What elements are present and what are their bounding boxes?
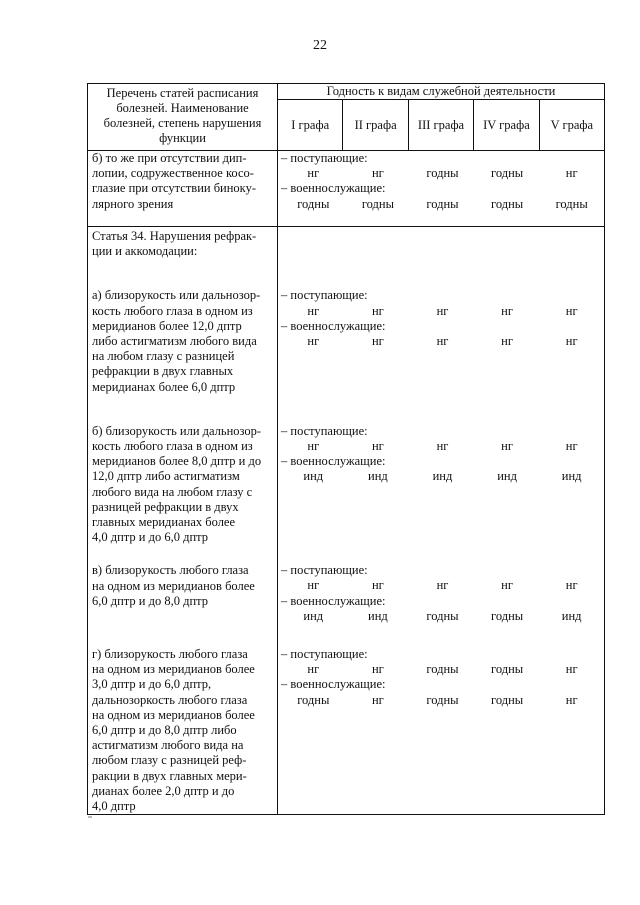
item-b-line: б) близорукость или дальнозор- bbox=[92, 423, 262, 438]
value-cell: нг bbox=[501, 438, 513, 453]
item-v-line: в) близорукость любого глаза bbox=[92, 563, 249, 578]
header-left-line: функции bbox=[159, 131, 206, 145]
item-a-line: а) близорукость или дальнозор- bbox=[92, 288, 261, 303]
value-cell: нг bbox=[436, 333, 449, 348]
description-line: лярного зрения bbox=[92, 196, 174, 211]
item-a-line: на любом глазу с разницей bbox=[92, 349, 235, 364]
value-cell: нг bbox=[565, 166, 578, 181]
value-cell: нг bbox=[307, 438, 320, 453]
applicants-values bbox=[281, 304, 604, 319]
grafa-row bbox=[278, 99, 604, 150]
item-b-line: любого вида на любом глазу с bbox=[92, 484, 253, 499]
value-cell: годны bbox=[426, 692, 459, 707]
item-b-line: 12,0 дптр либо астигматизм bbox=[92, 469, 240, 484]
value-cell: годны bbox=[297, 692, 330, 707]
value-cell: нг bbox=[307, 662, 320, 677]
article-fitness-cell bbox=[278, 226, 605, 814]
value-cell: инд bbox=[561, 608, 582, 623]
applicants-values bbox=[281, 166, 604, 181]
value-cell: годны bbox=[426, 662, 459, 677]
value-cell: годны bbox=[491, 662, 524, 677]
value-cell: нг bbox=[436, 303, 449, 318]
servicemen-values bbox=[281, 334, 604, 349]
item-a-line: либо астигматизм любого вида bbox=[92, 334, 257, 349]
item-g-line: дальнозоркость любого глаза bbox=[92, 692, 248, 707]
item-a-line: рефракции в двух главных bbox=[92, 364, 234, 379]
servicemen-values bbox=[281, 693, 604, 708]
header-left-line: болезней, степень нарушения bbox=[103, 116, 262, 130]
value-cell: нг bbox=[501, 578, 513, 593]
value-cell: нг bbox=[501, 303, 513, 318]
value-cell: нг bbox=[307, 166, 320, 181]
value-cell: годны bbox=[491, 608, 524, 623]
value-cell: нг bbox=[436, 578, 449, 593]
applicants-values bbox=[281, 578, 604, 593]
value-cell: инд bbox=[432, 469, 453, 484]
applicants-label: – поступающие: bbox=[281, 646, 368, 661]
article-cell bbox=[88, 226, 278, 814]
item-g-line: 3,0 дптр и до 6,0 дптр, bbox=[92, 677, 212, 692]
applicants-label: – поступающие: bbox=[281, 423, 368, 438]
servicemen-values bbox=[281, 609, 604, 624]
value-cell: нг bbox=[371, 166, 384, 181]
header-right-title: Годность к видам служебной деятельности bbox=[326, 84, 556, 98]
item-g-line: 6,0 дптр и до 8,0 дптр либо bbox=[92, 723, 237, 738]
item-g-line: дианах более 2,0 дптр и до bbox=[92, 783, 235, 798]
value-cell: годны bbox=[297, 196, 330, 211]
value-cell: нг bbox=[565, 303, 578, 318]
value-cell: нг bbox=[371, 662, 384, 677]
servicemen-label: – военнослужащие: bbox=[281, 181, 386, 196]
description-line: лопии, содружественное косо- bbox=[92, 166, 254, 181]
fitness-table bbox=[87, 83, 605, 815]
item-b-line: главных меридианах более bbox=[92, 515, 236, 530]
item-b-line: кость любого глаза в одном из bbox=[92, 439, 253, 454]
value-cell: годны bbox=[426, 196, 459, 211]
item-g-line: ракции в двух главных мери- bbox=[92, 768, 247, 783]
value-cell: нг bbox=[565, 438, 578, 453]
column-grafa-4: IV графа bbox=[474, 100, 539, 150]
value-cell: инд bbox=[368, 469, 388, 484]
scan-mark bbox=[88, 816, 92, 818]
header-left-cell bbox=[88, 84, 278, 151]
column-grafa-1: I графа bbox=[278, 100, 343, 150]
article-title-line: ции и аккомодации: bbox=[92, 244, 198, 259]
item-a-line: кость любого глаза в одном из bbox=[92, 303, 253, 318]
value-cell: инд bbox=[368, 608, 388, 623]
value-cell: инд bbox=[303, 608, 324, 623]
value-cell: нг bbox=[436, 438, 449, 453]
item-a-line: меридианах более 6,0 дптр bbox=[92, 379, 236, 394]
applicants-label: – поступающие: bbox=[281, 563, 368, 578]
table-row-article bbox=[88, 226, 605, 814]
value-cell: годны bbox=[555, 196, 588, 211]
value-cell: инд bbox=[561, 469, 582, 484]
value-cell: нг bbox=[565, 692, 578, 707]
value-cell: годны bbox=[491, 166, 524, 181]
value-cell: нг bbox=[565, 333, 578, 348]
value-cell: годны bbox=[426, 608, 459, 623]
servicemen-values bbox=[281, 469, 604, 484]
item-b-line: меридианов более 8,0 дптр и до bbox=[92, 454, 262, 469]
value-cell: нг bbox=[501, 333, 513, 348]
item-a-line: меридианов более 12,0 дптр bbox=[92, 318, 242, 333]
item-g-line: на одном из меридианов более bbox=[92, 707, 255, 722]
row-description bbox=[88, 151, 278, 227]
item-g-line: астигматизм любого вида на bbox=[92, 738, 244, 753]
value-cell: нг bbox=[371, 333, 384, 348]
value-cell: годны bbox=[491, 196, 524, 211]
item-g-line: 4,0 дптр bbox=[92, 799, 136, 814]
value-cell: нг bbox=[371, 692, 384, 707]
column-grafa-3: III графа bbox=[409, 100, 474, 150]
value-cell: нг bbox=[307, 333, 320, 348]
servicemen-label: – военнослужащие: bbox=[281, 593, 386, 608]
value-cell: нг bbox=[565, 578, 578, 593]
value-cell: годны bbox=[491, 692, 524, 707]
item-v-line: на одном из меридианов более bbox=[92, 578, 255, 593]
table-row bbox=[88, 151, 605, 227]
article-title-line: Статья 34. Нарушения рефрак- bbox=[92, 228, 257, 243]
description-line: глазие при отсутствии биноку- bbox=[92, 181, 256, 196]
applicants-label: – поступающие: bbox=[281, 288, 368, 303]
page-number: 22 bbox=[313, 38, 327, 53]
table-header bbox=[88, 84, 605, 151]
item-b-line: 4,0 дптр и до 6,0 дптр bbox=[92, 530, 209, 545]
row-fitness bbox=[278, 151, 605, 227]
value-cell: нг bbox=[307, 303, 320, 318]
value-cell: инд bbox=[497, 469, 517, 484]
value-cell: годны bbox=[361, 196, 394, 211]
value-cell: нг bbox=[371, 438, 384, 453]
description-line: б) то же при отсутствии дип- bbox=[92, 151, 247, 165]
column-grafa-5: V графа bbox=[550, 118, 594, 132]
servicemen-values bbox=[281, 197, 604, 212]
header-left-line: болезней. Наименование bbox=[116, 101, 249, 115]
servicemen-label: – военнослужащие: bbox=[281, 454, 386, 469]
header-right-cell bbox=[278, 84, 605, 151]
item-v-line: 6,0 дптр и до 8,0 дптр bbox=[92, 593, 209, 608]
item-g-line: на одном из меридианов более bbox=[92, 662, 255, 677]
value-cell: годны bbox=[426, 166, 459, 181]
value-cell: инд bbox=[303, 469, 324, 484]
value-cell: нг bbox=[307, 578, 320, 593]
item-g-line: любом глазу с разницей реф- bbox=[92, 753, 247, 768]
applicants-values bbox=[281, 439, 604, 454]
value-cell: нг bbox=[371, 578, 384, 593]
applicants-values bbox=[281, 662, 604, 677]
item-g-line: г) близорукость любого глаза bbox=[92, 647, 248, 662]
column-grafa-2: II графа bbox=[343, 100, 408, 150]
header-left-line: Перечень статей расписания bbox=[106, 86, 259, 100]
value-cell: нг bbox=[371, 303, 384, 318]
item-b-line: разницей рефракции в двух bbox=[92, 499, 239, 514]
applicants-label: – поступающие: bbox=[281, 151, 368, 165]
servicemen-label: – военнослужащие: bbox=[281, 318, 386, 333]
servicemen-label: – военнослужащие: bbox=[281, 677, 386, 692]
value-cell: нг bbox=[565, 662, 578, 677]
